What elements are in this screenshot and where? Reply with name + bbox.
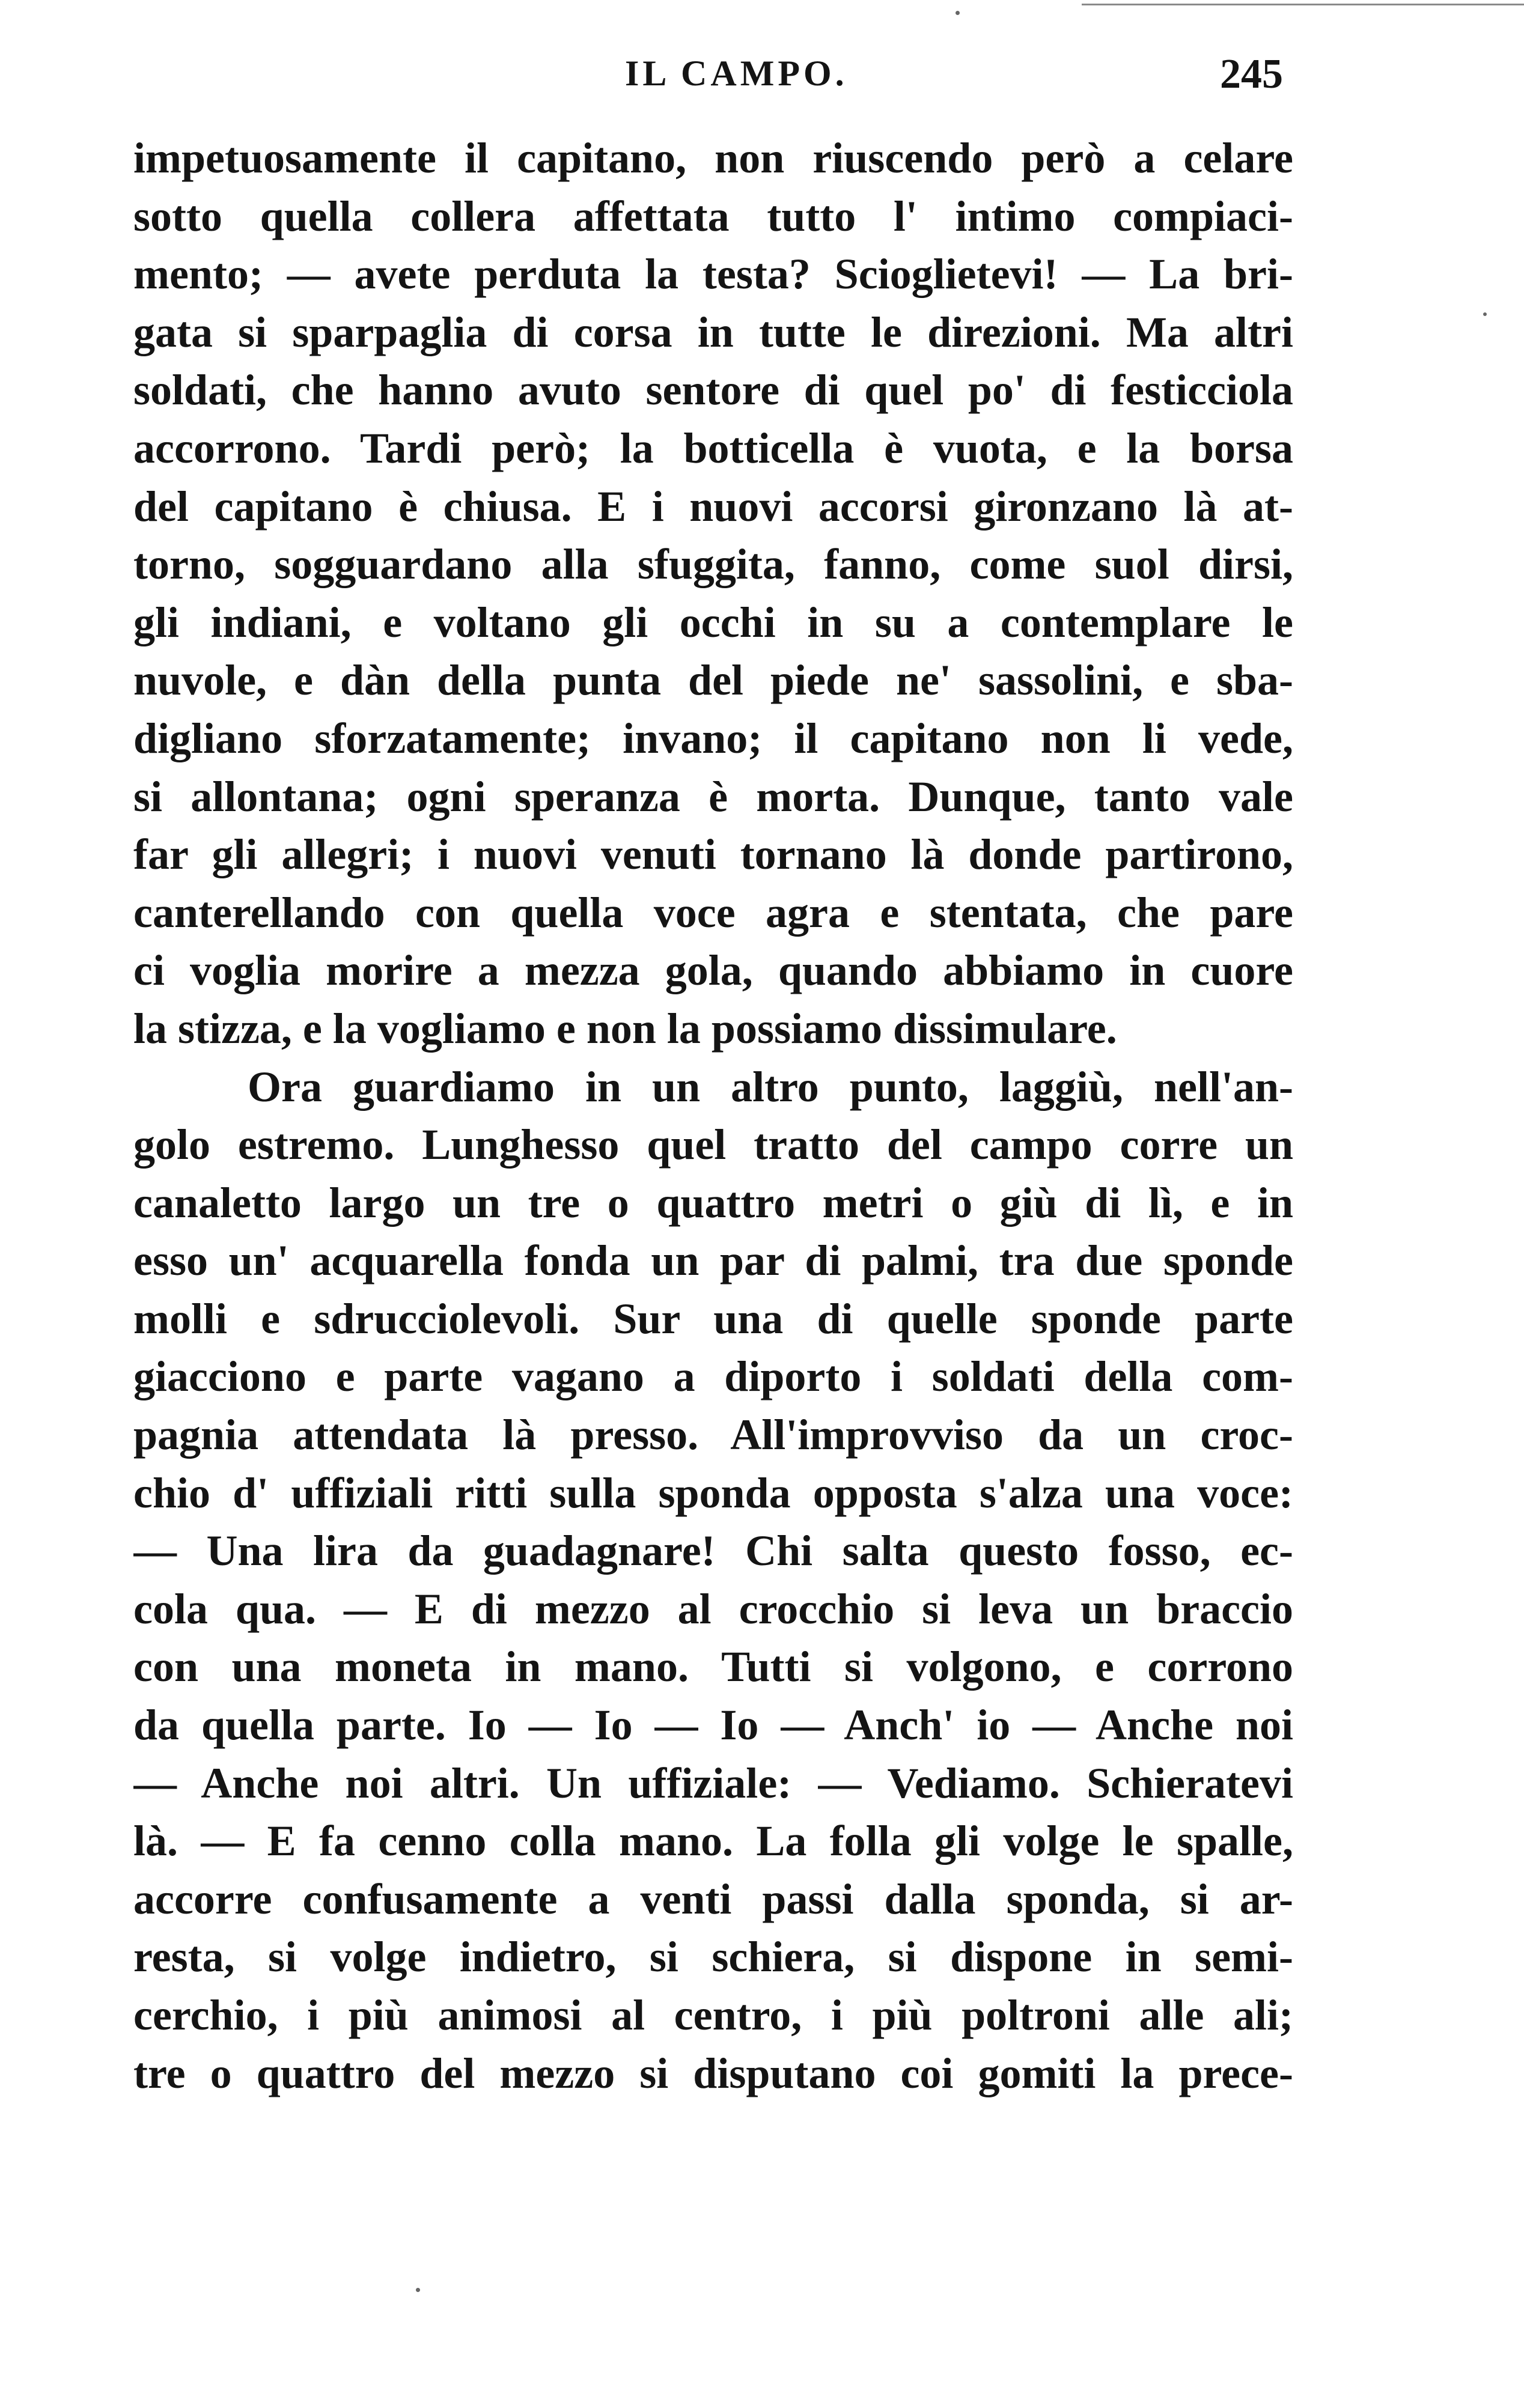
text-line: resta, si volge indietro, si schiera, si dispone in semi- bbox=[133, 1933, 1293, 1981]
text-line: con una moneta in mano. Tutti si volgono, e corrono bbox=[133, 1643, 1293, 1691]
text-line: ci voglia morire a mezza gola, quando abbiamo in cuore bbox=[133, 946, 1293, 995]
body-text bbox=[133, 129, 1293, 2102]
text-line: molli e sdrucciolevoli. Sur una di quelle sponde parte bbox=[133, 1294, 1293, 1343]
page-number: 245 bbox=[1220, 51, 1283, 97]
text-line: pagnia attendata là presso. All'improvviso da un croc- bbox=[133, 1411, 1293, 1459]
text-line: — Anche noi altri. Un uffiziale: — Vediamo. Schieratevi bbox=[133, 1759, 1293, 1807]
paragraph-end-line: la stizza, e la vogliamo e non la possiamo dissimulare. bbox=[133, 1004, 1117, 1053]
text-line: da quella parte. Io — Io — Io — Anch' io — Anche noi bbox=[133, 1701, 1293, 1750]
text-line: là. — E fa cenno colla mano. La folla gli volge le spalle, bbox=[133, 1817, 1293, 1865]
text-line: cerchio, i più animosi al centro, i più poltroni alle ali; bbox=[133, 1991, 1293, 2039]
text-line: del capitano è chiusa. E i nuovi accorsi gironzano là at- bbox=[133, 482, 1293, 531]
text-line: nuvole, e dàn della punta del piede ne' sassolini, e sba- bbox=[133, 656, 1293, 705]
text-line: accorre confusamente a venti passi dalla sponda, si ar- bbox=[133, 1874, 1293, 1923]
text-line: mento; — avete perduta la testa? Scioglietevi! — La bri- bbox=[133, 250, 1293, 299]
text-line: torno, sogguardano alla sfuggita, fanno, come suol dirsi, bbox=[133, 540, 1293, 589]
text-line: far gli allegri; i nuovi venuti tornano là donde partirono, bbox=[133, 830, 1293, 879]
text-line: tre o quattro del mezzo si disputano coi gomiti la prece- bbox=[133, 2049, 1293, 2097]
text-line: — Una lira da guadagnare! Chi salta questo fosso, ec- bbox=[133, 1527, 1293, 1575]
text-line: impetuosamente il capitano, non riuscendo però a celare bbox=[133, 134, 1293, 182]
text-line: gata si sparpaglia di corsa in tutte le direzioni. Ma altri bbox=[133, 308, 1293, 356]
text-line: sotto quella collera affettata tutto l' intimo compiaci- bbox=[133, 192, 1293, 240]
text-line: canaletto largo un tre o quattro metri o giù di lì, e in bbox=[133, 1178, 1293, 1227]
paragraph-start-line: Ora guardiamo in un altro punto, laggiù, nell'an- bbox=[248, 1062, 1293, 1111]
paper-speck bbox=[1483, 312, 1487, 316]
paper-speck bbox=[416, 2288, 420, 2292]
running-head: IL CAMPO. bbox=[625, 53, 848, 93]
text-line: accorrono. Tardi però; la botticella è vuota, e la borsa bbox=[133, 424, 1293, 472]
text-line: cola qua. — E di mezzo al crocchio si leva un braccio bbox=[133, 1584, 1293, 1633]
text-line: golo estremo. Lunghesso quel tratto del campo corre un bbox=[133, 1120, 1293, 1169]
text-line: digliano sforzatamente; invano; il capitano non li vede, bbox=[133, 714, 1293, 762]
text-line: si allontana; ogni speranza è morta. Dunque, tanto vale bbox=[133, 772, 1293, 821]
text-line: soldati, che hanno avuto sentore di quel po' di festicciola bbox=[133, 366, 1293, 415]
top-edge-rule bbox=[1082, 4, 1524, 5]
text-line: chio d' uffiziali ritti sulla sponda opposta s'alza una voce: bbox=[133, 1468, 1293, 1517]
text-line: gli indiani, e voltano gli occhi in su a contemplare le bbox=[133, 598, 1293, 646]
text-line: canterellando con quella voce agra e stentata, che pare bbox=[133, 888, 1293, 937]
text-line: esso un' acquarella fonda un par di palmi, tra due sponde bbox=[133, 1236, 1293, 1285]
text-line: giacciono e parte vagano a diporto i soldati della com- bbox=[133, 1352, 1293, 1401]
paper-speck bbox=[956, 11, 960, 15]
